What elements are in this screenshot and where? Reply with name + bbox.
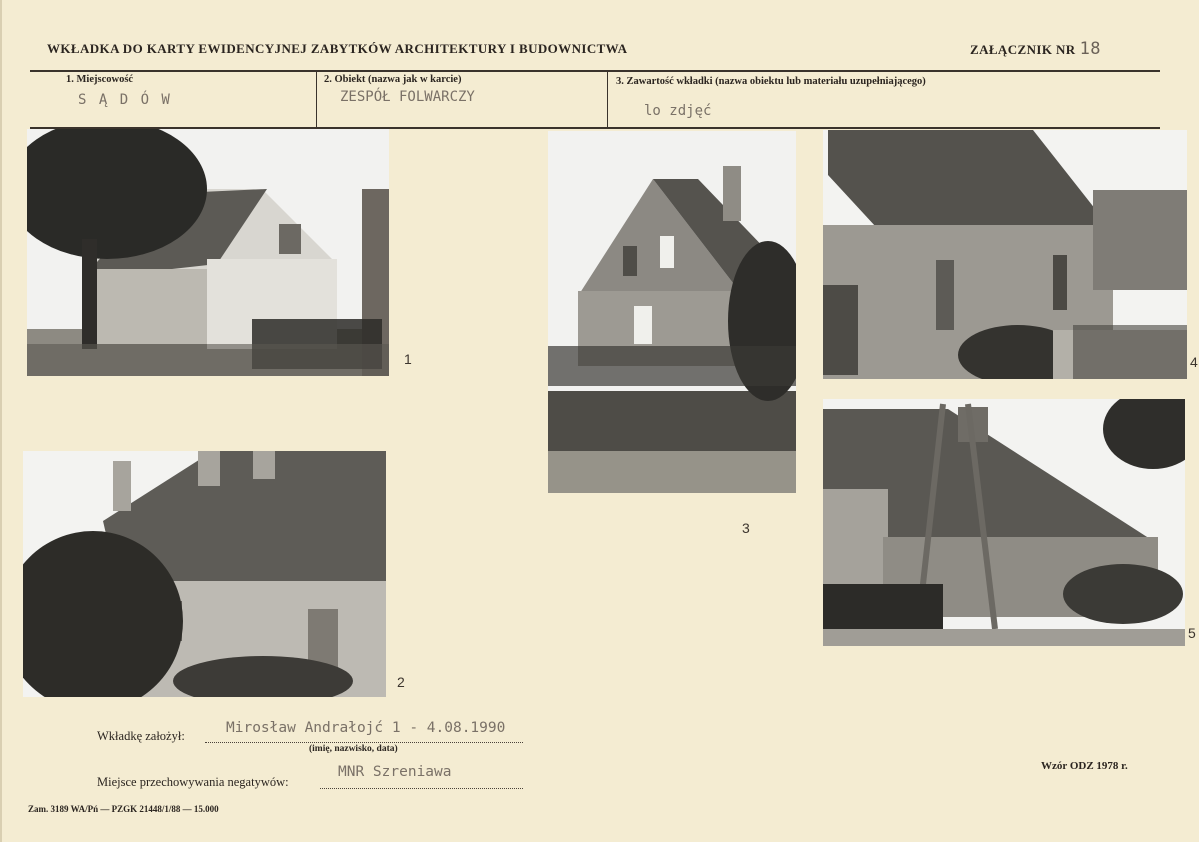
- founder-label: Wkładkę założył:: [97, 729, 185, 743]
- object-value: ZESPÓŁ FOLWARCZY: [340, 89, 475, 105]
- object-label: 2. Obiekt (nazwa jak w karcie): [324, 74, 462, 85]
- photo-3-image: [548, 131, 796, 493]
- photo-3: [548, 131, 796, 493]
- photo-2-image: [23, 451, 386, 697]
- photo-1-image: [27, 129, 389, 376]
- negatives-value: MNR Szreniawa: [338, 764, 452, 780]
- negatives-line: [320, 788, 523, 789]
- founder-line: [205, 742, 523, 743]
- print-info: Zam. 3189 WA/Pń — PZGK 21448/1/88 — 15.000: [28, 804, 219, 814]
- photo-1-number: 1: [404, 351, 412, 367]
- annex-number: 18: [1079, 39, 1101, 59]
- place-value: S Ą D Ó W: [78, 92, 172, 108]
- photo-2: [23, 451, 386, 697]
- founder-hint: (imię, nazwisko, data): [309, 744, 398, 754]
- field-separator-1: [316, 72, 317, 127]
- photo-5: [823, 399, 1185, 646]
- content-value: lo zdjęć: [644, 103, 712, 119]
- annex-heading: [970, 39, 1101, 59]
- form-pattern: Wzór ODZ 1978 r.: [1041, 760, 1128, 772]
- photo-5-number: 5: [1188, 625, 1196, 641]
- photo-4-number: 4: [1190, 354, 1198, 370]
- photo-4: [823, 130, 1187, 379]
- field-separator-2: [607, 72, 608, 127]
- photo-3-number: 3: [742, 520, 750, 536]
- content-label: 3. Zawartość wkładki (nazwa obiektu lub materiału uzupełniającego): [616, 76, 926, 87]
- photo-2-number: 2: [397, 674, 405, 690]
- place-label: 1. Miejscowość: [66, 74, 134, 85]
- photo-1: [27, 129, 389, 376]
- negatives-label: Miejsce przechowywania negatywów:: [97, 775, 289, 789]
- document-title: WKŁADKA DO KARTY EWIDENCYJNEJ ZABYTKÓW ARCHITEKTURY I BUDOWNICTWA: [47, 41, 628, 56]
- photo-4-image: [823, 130, 1187, 379]
- header-rule-top: [30, 70, 1160, 72]
- annex-label: ZAŁĄCZNIK NR: [970, 42, 1076, 57]
- photo-5-image: [823, 399, 1185, 646]
- founder-value: Mirosław Andrałojć 1 - 4.08.1990: [226, 720, 506, 736]
